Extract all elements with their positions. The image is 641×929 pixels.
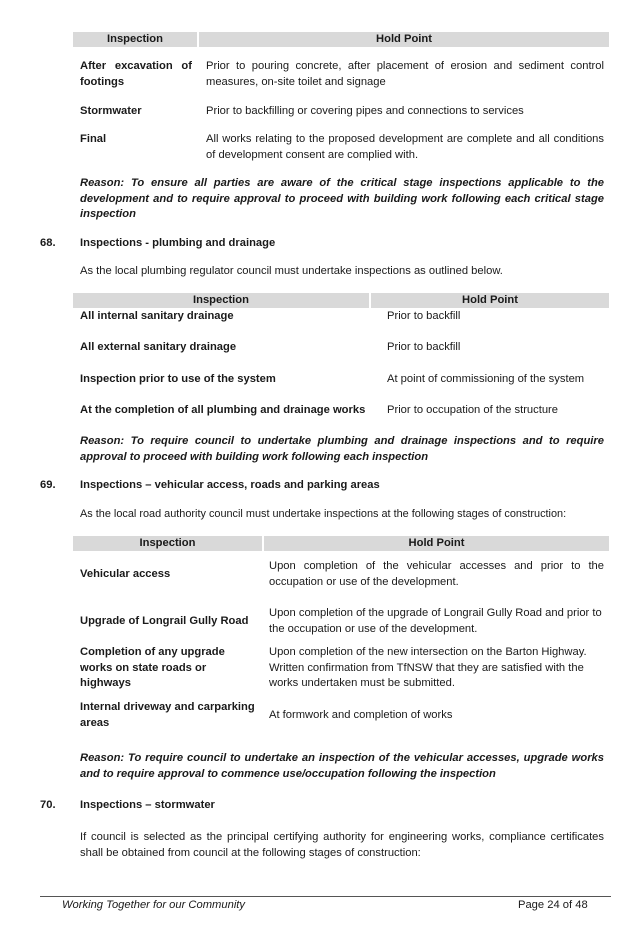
section69-header-inspection: Inspection xyxy=(73,536,262,551)
section70-intro: If council is selected as the principal certifying authority for engineering works, compliance certificates shall be obtained from council at the following stages of construction: xyxy=(80,831,604,859)
section68-row2-hold: Prior to backfill xyxy=(387,341,461,353)
section68-header-inspection: Inspection xyxy=(73,293,369,308)
section68-row3-inspection: Inspection prior to use of the system xyxy=(80,373,276,385)
section69-row3-inspection: Completion of any upgrade works on state roads or highways xyxy=(80,646,225,689)
section68-row1-inspection: All internal sanitary drainage xyxy=(80,310,234,322)
section68-intro: As the local plumbing regulator council must undertake inspections as outlined below. xyxy=(80,265,503,277)
table1-row3-inspection: Final xyxy=(80,133,107,145)
section70-title: Inspections – stormwater xyxy=(80,799,215,811)
section69-row2-inspection: Upgrade of Longrail Gully Road xyxy=(80,615,249,627)
table1-row1-inspection: After excavation of footings xyxy=(80,60,192,88)
section69-number: 69. xyxy=(40,479,56,491)
section69-row1-hold: Upon completion of the vehicular accesses and prior to the occupation or use of the development. xyxy=(269,560,604,588)
section69-row3-hold: Upon completion of the new intersection on the Barton Highway. Written confirmation from TfNSW that they are satisfied with the works undertaken must be submitted. xyxy=(269,646,587,689)
section68-number: 68. xyxy=(40,237,56,249)
section68-header-hold-point: Hold Point xyxy=(371,293,609,308)
section70-number: 70. xyxy=(40,799,56,811)
table1-row2-inspection: Stormwater xyxy=(80,105,142,117)
section68-reason: Reason: To require council to undertake plumbing and drainage inspections and to require approval to proceed with building work following each inspection xyxy=(80,435,604,463)
table1-header-hold-point: Hold Point xyxy=(199,32,609,47)
section68-row2-inspection: All external sanitary drainage xyxy=(80,341,237,353)
section69-header-hold-point: Hold Point xyxy=(264,536,609,551)
footer-divider xyxy=(40,896,611,897)
table1-header-inspection: Inspection xyxy=(73,32,197,47)
section69-row2-hold: Upon completion of the upgrade of Longrail Gully Road and prior to the occupation or use of the development. xyxy=(269,607,602,635)
section69-intro: As the local road authority council must undertake inspections at the following stages of construction: xyxy=(80,508,567,520)
section69-row1-inspection: Vehicular access xyxy=(80,568,171,580)
section68-row1-hold: Prior to backfill xyxy=(387,310,461,322)
section68-title: Inspections - plumbing and drainage xyxy=(80,237,276,249)
table1-reason: Reason: To ensure all parties are aware of the critical stage inspections applicable to the development and to require approval to proceed with building work following each critical stage inspection xyxy=(80,177,604,220)
table1-row1-hold: Prior to pouring concrete, after placement of erosion and sediment control measures, on-site toilet and signage xyxy=(206,60,604,88)
section68-row3-hold: At point of commissioning of the system xyxy=(387,373,585,385)
section68-row4-inspection: At the completion of all plumbing and drainage works xyxy=(80,404,366,416)
section69-title: Inspections – vehicular access, roads and parking areas xyxy=(80,479,380,491)
section69-reason: Reason: To require council to undertake an inspection of the vehicular accesses, upgrade works and to require approval to commence use/occupation following the inspection xyxy=(80,752,604,780)
section69-row4-hold: At formwork and completion of works xyxy=(269,709,453,721)
section68-row4-hold: Prior to occupation of the structure xyxy=(387,404,559,416)
table1-row2-hold: Prior to backfilling or covering pipes and connections to services xyxy=(206,105,524,117)
section69-row4-inspection: Internal driveway and carparking areas xyxy=(80,701,255,729)
table1-row3-hold: All works relating to the proposed development are complete and all conditions of development consent are complied with. xyxy=(206,133,604,161)
footer-left-text: Working Together for our Community xyxy=(62,899,246,911)
footer-page-number: Page 24 of 48 xyxy=(518,899,588,911)
